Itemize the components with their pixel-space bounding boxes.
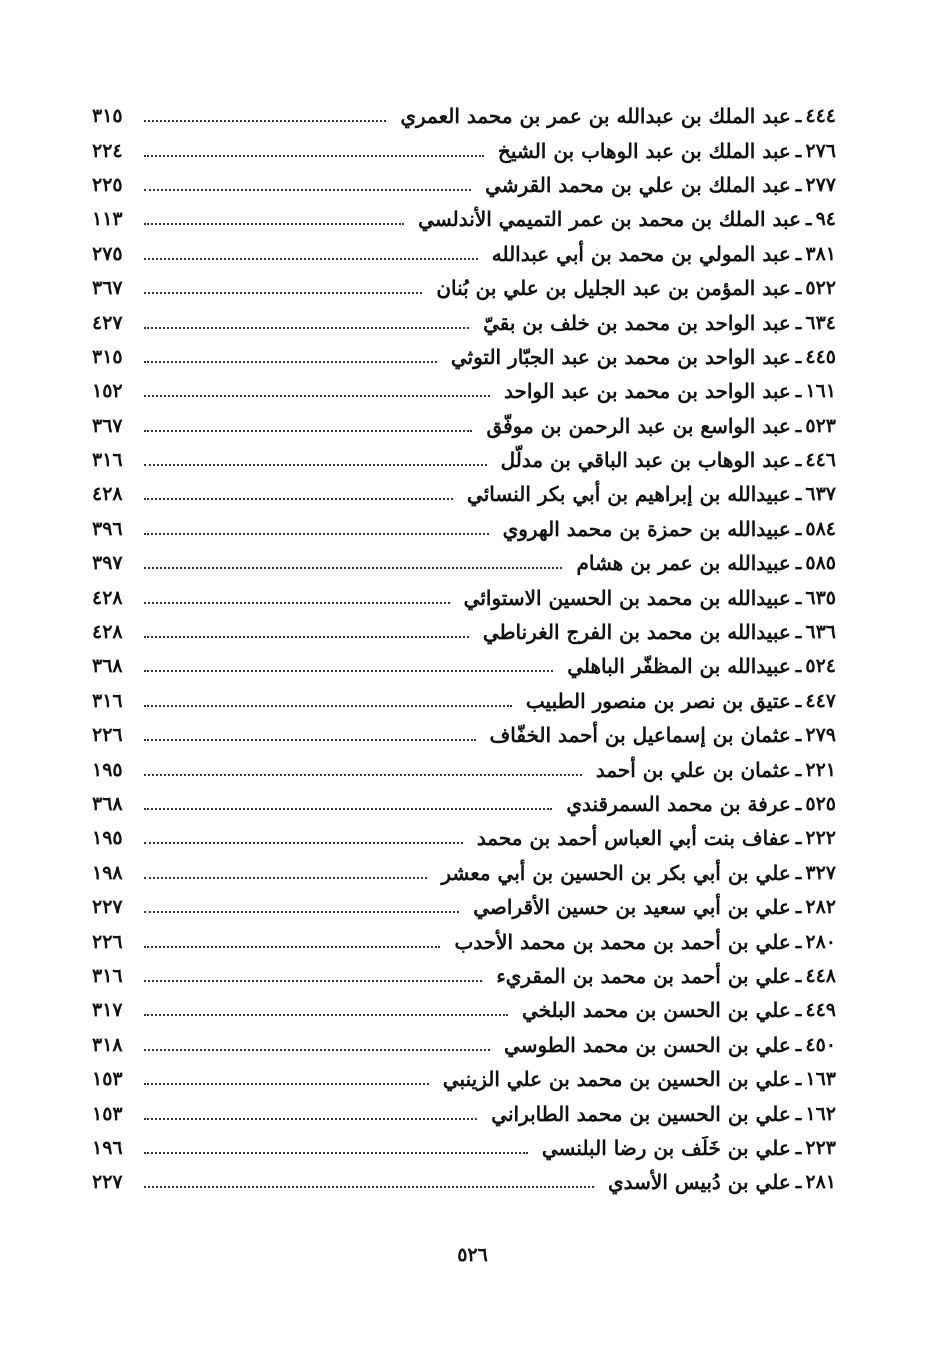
entry-page: ٣١٥ — [92, 345, 123, 368]
entry-name: علي بن الحسن بن محمد البلخي — [521, 998, 791, 1023]
entry-dash: ـ — [795, 414, 802, 437]
dot-leader — [144, 946, 440, 948]
entry-dash: ـ — [795, 586, 802, 609]
dot-leader — [144, 670, 553, 672]
entry-name: عبد الواحد بن محمد بن عبد الجبّار التوثي — [450, 344, 791, 369]
entry-dash: ـ — [795, 311, 802, 334]
index-entry — [92, 890, 836, 924]
entry-number: ١٦٢ — [805, 1102, 836, 1125]
index-entry — [92, 546, 836, 580]
entry-name: عبيدالله بن محمد بن الفرج الغرناطي — [482, 620, 791, 645]
index-entry — [92, 1165, 836, 1199]
entry-dash: ـ — [795, 517, 802, 540]
entry-dash: ـ — [795, 758, 802, 781]
entry-page: ٣٩٦ — [92, 517, 123, 540]
index-entry — [92, 271, 836, 305]
entry-number: ٤٤٥ — [805, 345, 836, 368]
entry-name: عبيدالله بن المظفّر الباهلي — [567, 654, 791, 679]
entry-name: علي بن الحسن بن محمد الطوسي — [504, 1032, 791, 1057]
entry-name: علي بن أحمد بن محمد بن المقريء — [496, 963, 791, 988]
dot-leader — [144, 120, 386, 122]
entry-name: عبد الواحد بن محمد بن خلف بن بقيّ — [483, 310, 791, 335]
entry-page: ١٩٥ — [92, 758, 123, 781]
entry-name: عبيدالله بن إبراهيم بن أبي بكر النسائي — [467, 482, 791, 507]
index-entry — [92, 615, 836, 649]
entry-number: ٥٢٢ — [805, 277, 836, 300]
entry-number: ٩٤ — [815, 208, 836, 231]
entry-dash: ـ — [795, 724, 802, 747]
entry-page: ١٩٨ — [92, 861, 123, 884]
entry-number: ٢٢١ — [805, 758, 836, 781]
entry-page: ٤٢٧ — [92, 311, 123, 334]
entry-dash: ـ — [795, 1068, 802, 1091]
entry-dash: ـ — [795, 173, 802, 196]
index-entry — [92, 1096, 836, 1130]
dot-leader — [144, 327, 469, 329]
entry-page: ٣١٨ — [92, 1033, 123, 1056]
dot-leader — [144, 533, 489, 535]
dot-leader — [144, 877, 427, 879]
entry-name: عبد الواسع بن عبد الرحمن بن موفّق — [486, 413, 791, 438]
entry-dash: ـ — [795, 1171, 802, 1194]
index-entry — [92, 1062, 836, 1096]
entry-name: عرفة بن محمد السمرقندي — [566, 792, 791, 816]
dot-leader — [144, 567, 562, 569]
entry-dash: ـ — [806, 208, 812, 231]
dot-leader — [144, 258, 478, 260]
entry-page: ٣١٦ — [92, 449, 123, 472]
entry-page: ٣١٧ — [92, 999, 123, 1022]
entry-page: ٢٢٦ — [92, 724, 123, 747]
dot-leader — [144, 464, 487, 466]
entry-page: ٣١٥ — [92, 105, 123, 128]
entry-number: ٤٤٤ — [805, 105, 836, 128]
entry-name: عبيدالله بن محمد بن الحسين الاستوائي — [463, 585, 791, 610]
entry-number: ٦٣٥ — [805, 586, 836, 609]
entry-number: ٢٨٢ — [805, 896, 836, 919]
entry-number: ٤٤٧ — [805, 689, 836, 712]
entry-number: ٤٤٩ — [805, 999, 836, 1022]
index-list — [92, 99, 836, 1200]
dot-leader — [144, 1152, 528, 1154]
entry-dash: ـ — [795, 930, 802, 953]
index-entry — [92, 821, 836, 855]
entry-dash: ـ — [795, 827, 802, 850]
dot-leader — [144, 189, 471, 191]
index-entry — [92, 374, 836, 408]
entry-page: ١٥٢ — [92, 380, 123, 403]
index-entry — [92, 340, 836, 374]
entry-page: ٢٢٥ — [92, 173, 123, 196]
dot-leader — [144, 774, 582, 776]
entry-number: ٤٤٦ — [805, 449, 836, 472]
dot-leader — [144, 705, 512, 707]
entry-page: ٣٩٧ — [92, 552, 123, 575]
entry-dash: ـ — [795, 861, 802, 884]
entry-name: علي بن الحسين بن محمد الطابراني — [491, 1101, 791, 1126]
entry-page: ٢٧٥ — [92, 242, 123, 265]
entry-dash: ـ — [795, 242, 802, 265]
entry-number: ٢٢٣ — [805, 1136, 836, 1159]
entry-page: ٣٦٨ — [92, 655, 123, 678]
entry-dash: ـ — [795, 655, 802, 678]
dot-leader — [144, 292, 422, 294]
entry-dash: ـ — [795, 380, 802, 403]
entry-name: عبد الملك بن محمد بن عمر التميمي الأندلسي — [418, 207, 801, 232]
entry-dash: ـ — [795, 1033, 802, 1056]
entry-name: عبيدالله بن حمزة بن محمد الهروي — [502, 516, 791, 541]
dot-leader — [144, 602, 450, 604]
entry-dash: ـ — [795, 552, 802, 575]
entry-dash: ـ — [795, 483, 802, 506]
index-entry — [92, 443, 836, 477]
entry-dash: ـ — [795, 1136, 802, 1159]
entry-dash: ـ — [795, 621, 802, 644]
index-entry — [92, 787, 836, 821]
entry-name: عبد الملك بن علي بن محمد القرشي — [485, 172, 791, 197]
entry-number: ٦٣٤ — [805, 311, 836, 334]
entry-name: عبد المؤمن بن عبد الجليل بن علي بن بُنان — [436, 276, 791, 301]
index-entry — [92, 856, 836, 890]
entry-number: ٦٣٦ — [805, 621, 836, 644]
index-entry — [92, 512, 836, 546]
entry-number: ١٦٣ — [805, 1068, 836, 1091]
index-entry — [92, 1131, 836, 1165]
entry-page: ١٥٣ — [92, 1068, 123, 1091]
index-entry — [92, 580, 836, 614]
dot-leader — [144, 636, 469, 638]
dot-leader — [144, 430, 472, 432]
dot-leader — [144, 155, 484, 157]
dot-leader — [144, 739, 476, 741]
entry-dash: ـ — [795, 277, 802, 300]
entry-page: ٤٢٨ — [92, 483, 123, 506]
dot-leader — [144, 1014, 508, 1016]
index-entry — [92, 684, 836, 718]
entry-number: ٥٢٣ — [805, 414, 836, 437]
dot-leader — [144, 498, 453, 500]
index-entry — [92, 924, 836, 958]
index-entry — [92, 649, 836, 683]
entry-name: عبيدالله بن عمر بن هشام — [576, 551, 791, 576]
dot-leader — [144, 223, 404, 225]
entry-dash: ـ — [795, 689, 802, 712]
entry-number: ٢٧٩ — [805, 724, 836, 747]
entry-dash: ـ — [795, 105, 802, 128]
dot-leader — [144, 1083, 429, 1085]
entry-number: ٢٢٢ — [805, 827, 836, 850]
entry-name: عبد الواحد بن محمد بن عبد الواحد — [504, 379, 791, 404]
entry-number: ٤٥٠ — [805, 1033, 836, 1056]
index-entry — [92, 305, 836, 339]
index-entry — [92, 202, 836, 236]
index-entry — [92, 237, 836, 271]
entry-number: ٥٨٤ — [805, 517, 836, 540]
entry-page: ٢٢٧ — [92, 1171, 123, 1194]
entry-dash: ـ — [795, 139, 802, 162]
entry-page: ٣٦٧ — [92, 414, 123, 437]
dot-leader — [144, 361, 437, 363]
entry-number: ٢٨١ — [805, 1171, 836, 1194]
entry-name: عبد المولي بن محمد بن أبي عبدالله — [491, 241, 791, 266]
entry-name: عتيق بن نصر بن منصور الطبيب — [525, 688, 791, 713]
entry-page: ٢٢٦ — [92, 930, 123, 953]
index-entry — [92, 409, 836, 443]
entry-page: ٢٢٤ — [92, 139, 123, 162]
entry-number: ٣٢٧ — [805, 861, 836, 884]
dot-leader — [144, 1049, 490, 1051]
index-entry — [92, 718, 836, 752]
index-entry — [92, 168, 836, 202]
index-entry — [92, 133, 836, 167]
entry-name: علي بن أحمد بن محمد بن محمد الأحدب — [454, 929, 791, 954]
entry-number: ٢٧٦ — [805, 139, 836, 162]
entry-dash: ـ — [795, 345, 802, 368]
entry-dash: ـ — [795, 896, 802, 919]
entry-dash: ـ — [795, 449, 802, 472]
entry-page: ٣١٦ — [92, 964, 123, 987]
entry-page: ٤٢٨ — [92, 621, 123, 644]
entry-page: ٤٢٨ — [92, 586, 123, 609]
entry-name: علي بن خَلَف بن رضا البلنسي — [541, 1135, 791, 1160]
index-entry — [92, 993, 836, 1027]
entry-dash: ـ — [795, 999, 802, 1022]
entry-name: عفاف بنت أبي العباس أحمد بن محمد — [476, 826, 791, 851]
entry-page: ١١٣ — [92, 208, 123, 231]
index-entry — [92, 959, 836, 993]
entry-number: ٥٨٥ — [805, 552, 836, 575]
entry-page: ٣٦٧ — [92, 277, 123, 300]
page-number: ٥٢٦ — [457, 1244, 488, 1266]
index-entry — [92, 477, 836, 511]
entry-name: عبد الملك بن عبدالله بن عمر بن محمد العمري — [400, 104, 791, 129]
entry-page: ١٥٣ — [92, 1102, 123, 1125]
entry-page: ٣١٦ — [92, 689, 123, 712]
index-entry — [92, 752, 836, 786]
entry-name: عثمان بن إسماعيل بن أحمد الخفّاف — [489, 723, 791, 748]
entry-page: ١٩٦ — [92, 1136, 123, 1159]
entry-number: ٢٧٧ — [805, 173, 836, 196]
entry-page: ٣٦٨ — [92, 793, 123, 815]
entry-name: عبد الوهاب بن عبد الباقي بن مدلّل — [500, 448, 791, 473]
entry-number: ٥٢٤ — [805, 655, 836, 678]
entry-page: ٢٢٧ — [92, 896, 123, 919]
entry-number: ٥٢٥ — [805, 793, 836, 815]
entry-name: علي بن الحسين بن محمد بن علي الزينبي — [442, 1067, 791, 1092]
entry-number: ٣٨١ — [805, 242, 836, 265]
entry-number: ٢٨٠ — [805, 930, 836, 953]
entry-name: علي بن أبي بكر بن الحسين بن أبي معشر — [441, 860, 791, 885]
entry-name: علي بن دُبيس الأسدي — [608, 1170, 791, 1195]
dot-leader — [144, 980, 482, 982]
dot-leader — [144, 911, 459, 913]
entry-number: ١٦١ — [805, 380, 836, 403]
entry-number: ٤٤٨ — [805, 964, 836, 987]
entry-dash: ـ — [795, 964, 802, 987]
dot-leader — [144, 1186, 594, 1188]
entry-page: ١٩٥ — [92, 827, 123, 850]
dot-leader — [144, 808, 552, 810]
entry-number: ٦٣٧ — [805, 483, 836, 506]
entry-dash: ـ — [795, 1102, 802, 1125]
dot-leader — [144, 395, 490, 397]
entry-name: عبد الملك بن عبد الوهاب بن الشيخ — [497, 138, 791, 163]
entry-name: علي بن أبي سعيد بن حسين الأقراصي — [473, 895, 791, 920]
index-entry — [92, 1028, 836, 1062]
index-entry — [92, 99, 836, 133]
entry-dash: ـ — [795, 793, 802, 815]
dot-leader — [144, 1118, 477, 1120]
dot-leader — [144, 842, 463, 844]
entry-name: عثمان بن علي بن أحمد — [595, 757, 791, 782]
